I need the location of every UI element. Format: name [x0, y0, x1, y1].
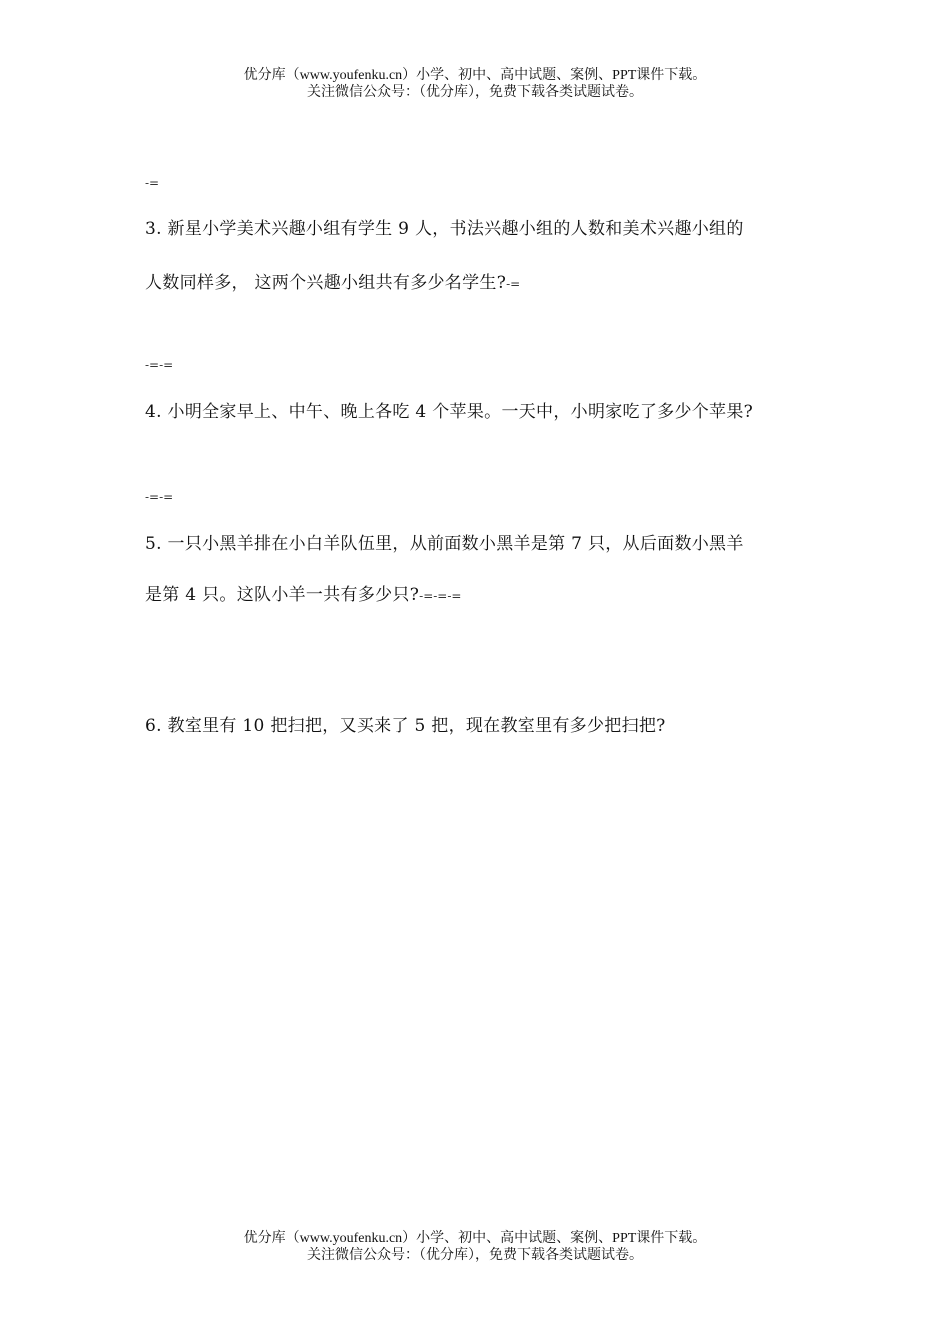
separator-mark-1: -= — [145, 176, 160, 190]
question-3-line-1 — [145, 214, 744, 239]
question-5-line-1 — [145, 529, 744, 554]
separator-mark-2: -=-= — [145, 358, 174, 372]
question-5-line-2 — [145, 580, 461, 605]
question-5-text-1: 5. 一只小黑羊排在小白羊队伍里，从前面数小黑羊是第 7 只，从后面数小黑羊 — [145, 534, 744, 554]
page-footer — [0, 1230, 950, 1264]
question-3-mark: -= — [506, 277, 521, 291]
page-header — [0, 67, 950, 101]
question-4-line-1 — [145, 397, 753, 422]
footer-line-1: 优分库（www.youfenku.cn）小学、初中、高中试题、案例、PPT课件下载。 — [243, 1231, 707, 1246]
header-line-2: 关注微信公众号：（优分库），免费下载各类试题试卷。 — [307, 85, 643, 100]
question-5-text-2: 是第 4 只。这队小羊一共有多少只? — [145, 585, 420, 605]
question-3-text-2: 人数同样多， 这两个兴趣小组共有多少名学生? — [145, 273, 507, 293]
question-6-line-1 — [145, 711, 666, 736]
footer-line-2: 关注微信公众号：（优分库），免费下载各类试题试卷。 — [307, 1248, 643, 1263]
question-3-text-1: 3. 新星小学美术兴趣小组有学生 9 人，书法兴趣小组的人数和美术兴趣小组的 — [145, 219, 744, 239]
question-6-text-1: 6. 教室里有 10 把扫把，又买来了 5 把，现在教室里有多少把扫把? — [145, 716, 666, 736]
question-4-text-1: 4. 小明全家早上、中午、晚上各吃 4 个苹果。一天中，小明家吃了多少个苹果? — [145, 402, 754, 422]
separator-mark-3: -=-= — [145, 490, 174, 504]
question-5-mark: -=-=-= — [419, 589, 462, 603]
question-3-line-2 — [145, 268, 520, 293]
header-line-1: 优分库（www.youfenku.cn）小学、初中、高中试题、案例、PPT课件下载。 — [243, 68, 707, 83]
